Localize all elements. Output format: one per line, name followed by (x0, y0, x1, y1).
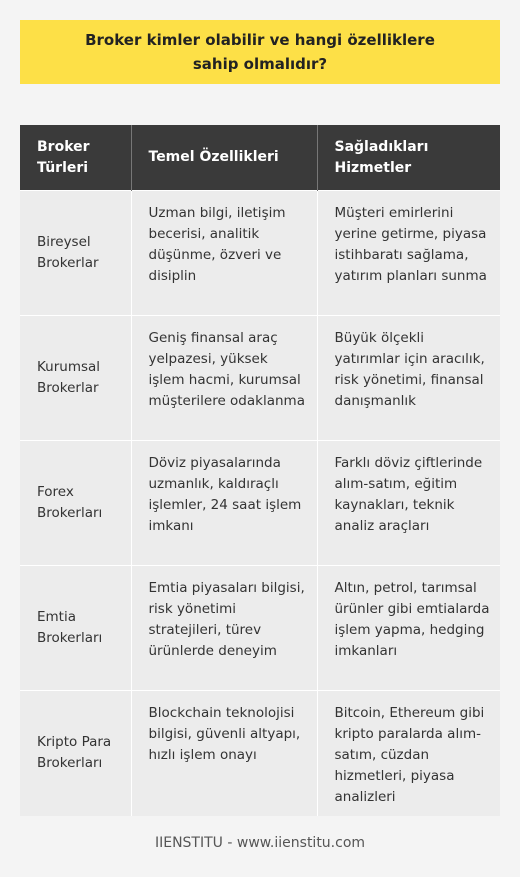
broker-table (20, 125, 500, 816)
features-cell: Blockchain teknolojisi bilgisi, güvenli altyapı, hızlı işlem onayı (131, 691, 317, 816)
footer-credit: IIENSTITU - www.iienstitu.com (154, 835, 366, 851)
features-cell: Döviz piyasalarında uzmanlık, kaldıraçlı işlemler, 24 saat işlem imkanı (131, 441, 317, 566)
table-header-row (20, 125, 500, 191)
services-cell: Müşteri emirlerini yerine getirme, piyasa istihbaratı sağlama, yatırım planları sunma (317, 191, 500, 316)
features-cell: Geniş finansal araç yelpazesi, yüksek işlem hacmi, kurumsal müşterilere odaklanma (131, 316, 317, 441)
table-row (20, 316, 500, 441)
table-row (20, 691, 500, 816)
services-cell: Büyük ölçekli yatırımlar için aracılık, risk yönetimi, finansal danışmanlık (317, 316, 500, 441)
table-row (20, 191, 500, 316)
broker-type-cell: Kurumsal Brokerlar (20, 316, 131, 441)
header-broker-types: Broker Türleri (20, 125, 131, 191)
header-key-features: Temel Özellikleri (131, 125, 317, 191)
features-cell: Emtia piyasaları bilgisi, risk yönetimi stratejileri, türev ürünlerde deneyim (131, 566, 317, 691)
table-row (20, 566, 500, 691)
table-row (20, 441, 500, 566)
broker-type-cell: Forex Brokerları (20, 441, 131, 566)
services-cell: Altın, petrol, tarımsal ürünler gibi emtialarda işlem yapma, hedging imkanları (317, 566, 500, 691)
services-cell: Bitcoin, Ethereum gibi kripto paralarda alım-satım, cüzdan hizmetleri, piyasa analizleri (317, 691, 500, 816)
broker-type-cell: Kripto Para Brokerları (20, 691, 131, 816)
header-services: Sağladıkları Hizmetler (317, 125, 500, 191)
broker-type-cell: Emtia Brokerları (20, 566, 131, 691)
broker-type-cell: Bireysel Brokerlar (20, 191, 131, 316)
services-cell: Farklı döviz çiftlerinde alım-satım, eğitim kaynakları, teknik analiz araçları (317, 441, 500, 566)
features-cell: Uzman bilgi, iletişim becerisi, analitik düşünme, özveri ve disiplin (131, 191, 317, 316)
page-title: Broker kimler olabilir ve hangi özelliklere sahip olmalıdır? (20, 20, 500, 84)
